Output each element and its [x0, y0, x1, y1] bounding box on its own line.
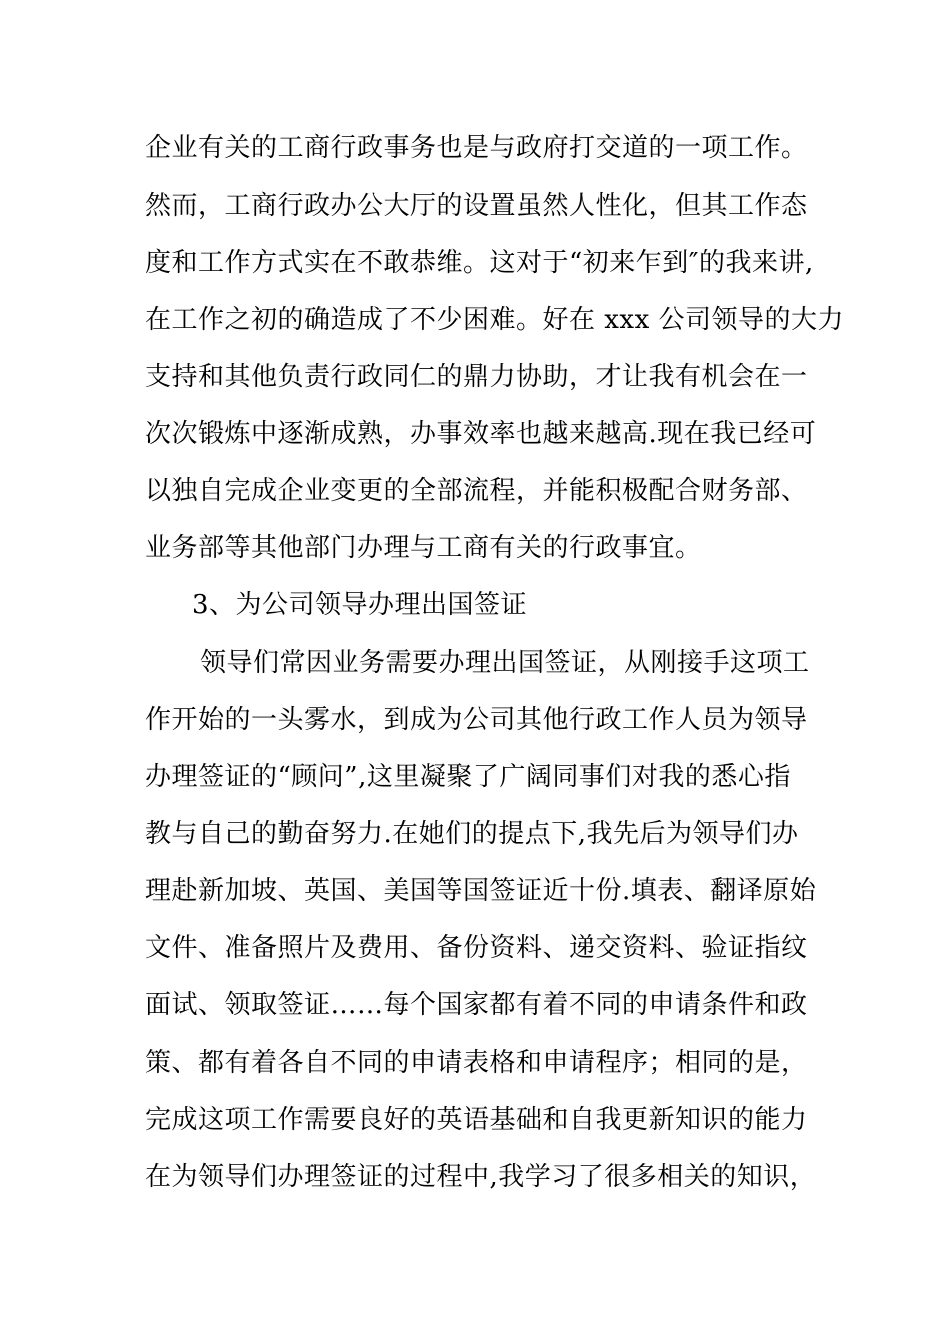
paragraph-line-15: 面试、领取签证……每个国家都有着不同的申请条件和政 — [145, 990, 808, 1020]
paragraph-line-10: 作开始的一头雾水，到成为公司其他行政工作人员为领导 — [145, 705, 808, 735]
paragraph-line-16: 策、都有着各自不同的申请表格和申请程序；相同的是， — [145, 1048, 808, 1078]
paragraph-line-3: 度和工作方式实在不敢恭维。这对于“初来乍到″的我来讲, — [145, 248, 814, 278]
section-heading: 3、为公司领导办理出国签证 — [192, 590, 528, 620]
paragraph-line-13: 理赴新加坡、英国、美国等国签证近十份.填表、翻译原始 — [145, 876, 817, 906]
paragraph-line-1: 企业有关的工商行政事务也是与政府打交道的一项工作。 — [145, 133, 808, 163]
paragraph-line-6: 次次锻炼中逐渐成熟，办事效率也越来越高.现在我已经可 — [145, 419, 817, 449]
paragraph-line-8: 业务部等其他部门办理与工商有关的行政事宜。 — [145, 533, 702, 563]
paragraph-line-12: 教与自己的勤奋努力.在她们的提点下,我先后为领导们办 — [145, 819, 799, 849]
paragraph-line-11: 办理签证的“顾问”,这里凝聚了广阔同事们对我的悉心指 — [145, 762, 791, 792]
paragraph-line-4: 在工作之初的确造成了不少困难。好在 xxx 公司领导的大力 — [145, 305, 845, 335]
paragraph-line-14: 文件、准备照片及费用、备份资料、递交资料、验证指纹 — [145, 933, 808, 963]
paragraph-line-9: 领导们常因业务需要办理出国签证，从刚接手这项工 — [200, 648, 810, 678]
paragraph-line-18: 在为领导们办理签证的过程中,我学习了很多相关的知识， — [145, 1162, 817, 1192]
paragraph-line-17: 完成这项工作需要良好的英语基础和自我更新知识的能力 — [145, 1105, 808, 1135]
paragraph-line-2: 然而，工商行政办公大厅的设置虽然人性化，但其工作态 — [145, 191, 808, 221]
paragraph-line-5: 支持和其他负责行政同仁的鼎力协助，才让我有机会在一 — [145, 362, 808, 392]
paragraph-line-7: 以独自完成企业变更的全部流程，并能积极配合财务部、 — [145, 476, 808, 506]
